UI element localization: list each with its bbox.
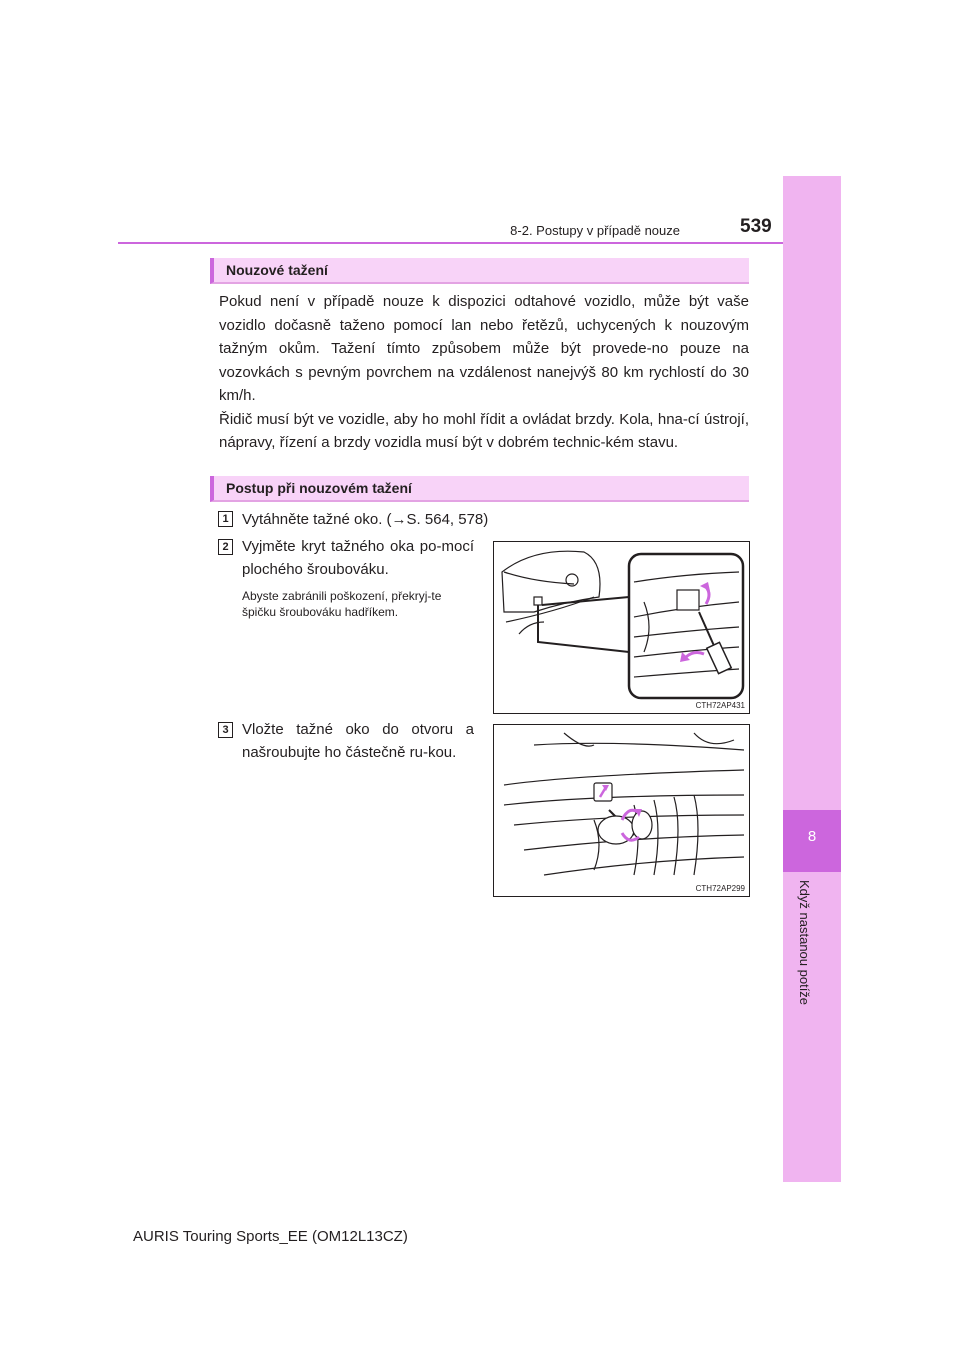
section-heading-text: Postup při nouzovém tažení [226,480,412,496]
section-heading-towing-procedure [210,476,749,502]
step-number-box: 2 [218,539,233,555]
figure-code: CTH72AP431 [695,701,745,710]
section-heading-text: Nouzové tažení [226,262,328,278]
step-number-box: 3 [218,722,233,738]
figure-remove-cover [493,541,750,714]
figure-insert-towing-eye [493,724,750,897]
section-header-title: 8-2. Postupy v případě nouze [510,223,680,238]
intro-paragraph-2: Řidič musí být ve vozidle, aby ho mohl řídit a ovládat brzdy. Kola, hna-cí ústrojí, nápravy, řízení a brzdy vozidla musí být v dobrém technic-kém stavu. [219,410,749,451]
footer-model: AURIS Touring Sports_EE (OM12L13CZ) [133,1228,408,1245]
page-number: 539 [740,216,772,237]
header-rule [118,242,783,244]
intro-paragraph-1: Pokud není v případě nouze k dispozici odtahové vozidlo, může být vaše vozidlo dočasně taženo pomocí lan nebo řetězů, uchycených k nouzovým tažným okům. Tažení tímto způsobem může být provede-no pouze na vozovkách s pevným povrchem na vzdálenost nanejvýš 80 km rychlostí do 30 km/h. [219,293,749,404]
section-heading-emergency-towing [210,258,749,284]
step-3-text: Vložte tažné oko do otvoru a našroubujte ho částečně ru-kou. [242,721,474,761]
step-1-text: Vytáhněte tažné oko. (→S. 564, 578) [242,511,489,528]
step-2-note: Abyste zabránili poškození, překryj-te špičku šroubováku hadříkem. [242,589,442,619]
remove-cover-illustration [494,542,749,713]
step-2-text: Vyjměte kryt tažného oka po-mocí plochého šroubováku. [242,538,474,578]
intro-text [219,290,749,455]
step-number-box: 1 [218,511,233,527]
chapter-title: Když nastanou potíže [797,880,812,1006]
insert-towing-eye-illustration [494,725,749,896]
figure-code: CTH72AP299 [695,884,745,893]
chapter-number: 8 [807,828,817,845]
